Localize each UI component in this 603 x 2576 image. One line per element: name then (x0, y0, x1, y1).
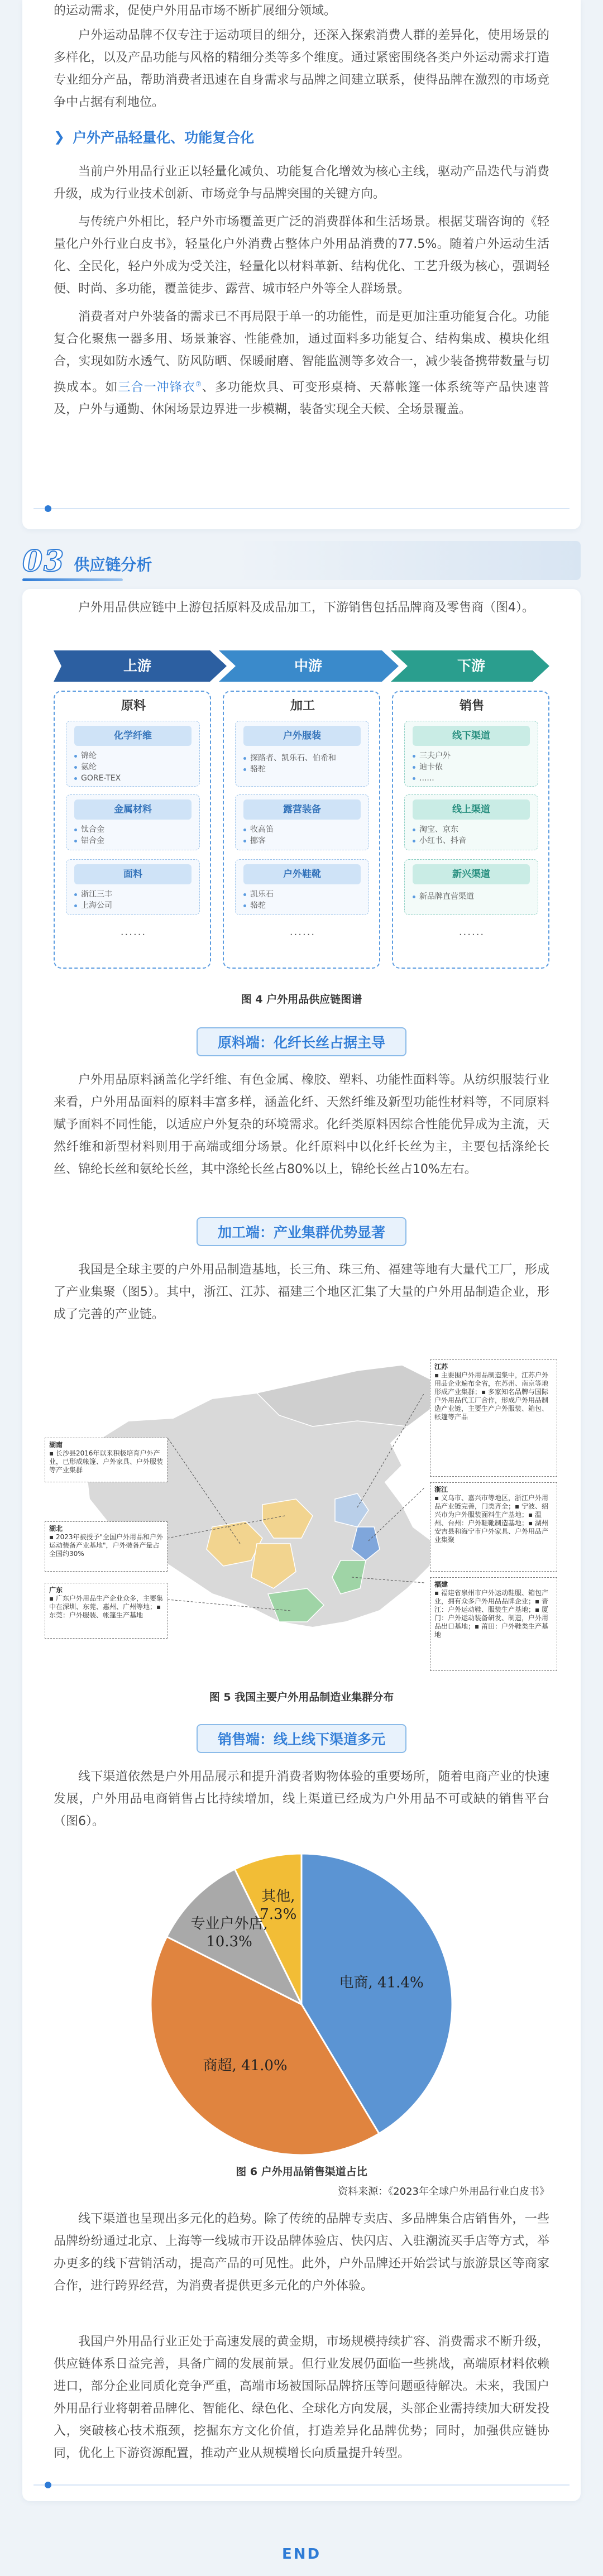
group-camping (235, 794, 369, 850)
column-raw-head: 原料 (121, 699, 146, 713)
processing-pill: 加工端：产业集群优势显著 (197, 1217, 406, 1246)
sales-channel-pie-chart (22, 1845, 581, 2158)
group-metal (66, 794, 200, 850)
group-title: 化学纤维 (74, 726, 192, 746)
group-item: 骆驼 (236, 900, 368, 911)
note-text: ▪ 长沙县2016年以来积极培育户外产业，已形成帐篷、户外家具、户外服装等产业集群 (49, 1449, 164, 1474)
group-offline (404, 721, 538, 787)
group-title: 新兴渠道 (413, 864, 530, 884)
pie-label-1: 商超, 41.0% (203, 2057, 288, 2074)
group-emerging (404, 859, 538, 915)
section-title: 供应链分析 (74, 556, 152, 574)
figure-5-caption: 图 5 我国主要户外用品制造业集群分布 (209, 1691, 394, 1703)
note-jiangsu (430, 1359, 557, 1477)
note-guangdong (45, 1583, 168, 1639)
group-item: 淘宝、京东 (405, 824, 538, 835)
group-item: 牧高笛 (236, 824, 368, 835)
section-number: 03 (22, 544, 65, 578)
group-title: 金属材料 (74, 799, 192, 820)
column-ellipsis: ...... (289, 926, 316, 938)
group-item: 上海公司 (66, 900, 199, 911)
card-divider (34, 2484, 570, 2486)
note-fujian (430, 1577, 557, 1671)
note-title: 浙江 (434, 1486, 448, 1493)
light-subtitle-row (22, 123, 581, 151)
group-fabric (66, 859, 200, 915)
light-paragraph-3 (22, 306, 581, 421)
raw-material-paragraph: 户外用品原料涵盖化学纤维、有色金属、橡胶、塑料、功能性面料等。从纺织服装行业来看，户外用品面料的原料丰富多样，涵盖化纤、天然纤维及新型功能性材料等，不同原料赋予面料不同性能，以适应户外复杂的环境需求。化纤类原料因综合性能优异成为主流，天然纤维和新型材料则用于高端或细分场景。化纤原料中以化纤长丝为主，主要包括涤纶长丝、锦纶长丝和氨纶长丝，其中涤纶长丝占80%以上，锦纶长丝占10%左右。 (54, 1073, 549, 1176)
note-title: 福建 (434, 1581, 448, 1588)
stage-upstream: 上游 (123, 658, 151, 674)
group-item: 小红书、抖音 (405, 835, 538, 846)
figure-6-source: 资料来源：《2023年全球户外用品行业白皮书》 (338, 2186, 549, 2197)
group-item: 浙江三丰 (66, 889, 199, 900)
group-item: 骆驼 (236, 764, 368, 775)
group-online (404, 794, 538, 850)
column-sales-head: 销售 (459, 699, 484, 713)
light-paragraph-2: 与传统户外相比，轻户外市场覆盖更广泛的消费群体和生活场景。根据艾瑞咨询的《轻量化户外行业白皮书》，轻量化户外消费占整体户外用品消费的77.5%。随着户外运动生活化、全民化，轻户外成为受关注，轻量化以材料革新、结构优化、工艺升级为核心，强调轻便、时尚、多功能，覆盖徒步、露营、城市轻户外等全人群场景。 (54, 215, 549, 296)
group-title: 线下渠道 (413, 726, 530, 746)
sales-pill: 销售端：线上线下渠道多元 (197, 1724, 406, 1753)
cluster-map (45, 1359, 558, 1672)
pie-label-3: 其他, 7.3% (260, 1888, 297, 1923)
group-title: 线上渠道 (413, 799, 530, 820)
chevron-right-icon: ❯ (54, 129, 65, 145)
note-text: ▪ 义乌市、嘉兴市等地区，浙江户外用品产业链完善，门类齐全；▪ 宁波、绍兴市为户外服装面料生产基地；▪ 温州、台州：户外鞋靴制造基地；▪ 湖州安吉县和海宁市户外家具、户外用品产业集聚 (434, 1494, 549, 1544)
sales-paragraph-2: 线下渠道也呈现出多元化的趋势。除了传统的品牌专卖店、多品牌集合店销售外，一些品牌纷纷通过北京、上海等一线城市开设品牌体验店、快闪店、入驻潮流买手店等方式，举办更多的线下营销活动，提高产品的可见性。此外，户外品牌还开始尝试与旅游景区等商家合作，进行跨界经营，为消费者提供更多元化的户外体验。 (54, 2212, 549, 2293)
section-underline (22, 578, 123, 581)
group-item: GORE-TEX (66, 773, 199, 784)
note-title: 湖南 (49, 1441, 63, 1449)
light-paragraph-3a: 消费者对户外装备的需求已不再局限于单一的功能性，而是更加注重功能复合化。功能复合化聚焦一器多用、场景兼容、性能叠加，通过面料多功能复合、结构集成、模块化组合，实现如防水透气、防风防晒、保暖耐磨、智能监测等多效合一，减少装备携带数量与切换成本。如 (54, 310, 549, 395)
light-subtitle: 户外产品轻量化、功能复合化 (73, 130, 255, 146)
group-item: ...... (405, 773, 538, 784)
note-title: 广东 (49, 1586, 63, 1594)
triple-jacket-link[interactable]: 三合一冲锋衣 (118, 380, 195, 395)
column-process-head: 加工 (290, 699, 315, 713)
processing-paragraph: 我国是全球主要的户外用品制造基地，长三角、珠三角、福建等地有大量代工厂，形成了产业集聚（图5）。其中，浙江、江苏、福建三个地区汇集了大量的户外用品制造企业，形成了完善的产业链。 (54, 1263, 549, 1321)
pie-label-0: 电商, 41.4% (339, 1974, 424, 1991)
section-header (22, 539, 581, 583)
note-text: ▪ 主要围户外用品制造集中，江苏户外用品企业遍布全省，在苏州、南京等地形成产业集群；▪ 多家知名品牌与国际户外用品代工厂合作，形成户外用品制造产业链，主要生产户外服装、箱包、帐篷等产品 (434, 1371, 549, 1421)
note-text: ▪ 广东户外用品生产企业众多，主要集中在深圳、东莞、惠州、广州等地；▪ 东莞：户外服装、帐篷生产基地 (49, 1595, 163, 1619)
group-item: 钛合金 (66, 824, 199, 835)
group-title: 户外服装 (243, 726, 361, 746)
figure-4-caption: 图 4 户外用品供应链图谱 (241, 993, 362, 1005)
note-hubei (45, 1521, 168, 1572)
group-item: 探路者、凯乐石、伯希和 (236, 753, 368, 764)
group-clothing (235, 721, 369, 787)
pie-label-2: 专业户外店, 10.3% (190, 1915, 268, 1950)
group-item: 三夫户外 (405, 750, 538, 762)
group-item: 迪卡侬 (405, 762, 538, 773)
supply-chain-card (22, 589, 581, 2501)
card-divider-dot (45, 2482, 51, 2488)
group-item: 新品牌直营渠道 (405, 891, 538, 902)
column-ellipsis: ...... (120, 926, 147, 938)
section3-paragraph: 户外用品供应链中上游包括原料及成品加工，下游销售包括品牌商及零售商（图4）。 (78, 601, 534, 615)
group-item: 氨纶 (66, 762, 199, 773)
group-item: 锦纶 (66, 750, 199, 762)
stage-midstream: 中游 (294, 658, 322, 674)
note-title: 湖北 (49, 1525, 63, 1533)
group-title: 户外鞋靴 (243, 864, 361, 884)
group-item: 凯乐石 (236, 889, 368, 900)
card-divider (34, 508, 570, 509)
intro-paragraph-tail: 的运动需求，促使户外用品市场不断扩展细分领域。 (54, 4, 337, 18)
column-sales (392, 691, 549, 969)
group-chemical-fiber (66, 721, 200, 787)
light-paragraph-3b: 、多功能炊具、可变形桌椅、天幕帐篷一体系统等产品快速普及，户外与通勤、休闲场景边界进一步模糊，装备实现全天候、全场景覆盖。 (54, 380, 549, 417)
sales-paragraph-1: 线下渠道依然是户外用品展示和提升消费者购物体验的重要场所，随着电商产业的快速发展，户外用品电商销售占比持续增加，线上渠道已经成为户外用品不可或缺的销售平台（图6）。 (54, 1770, 549, 1828)
stage-downstream: 下游 (457, 658, 485, 674)
column-raw (54, 691, 211, 969)
group-shoes (235, 859, 369, 915)
note-text: ▪ 福建省泉州市户外运动鞋服、箱包产业，拥有众多户外用品品牌企业；▪ 晋江：户外运动鞋、服装生产基地；▪ 厦门：户外运动装备研发、制造，户外用品出口基地；▪ 莆田：户外鞋类生产基地 (434, 1589, 549, 1639)
group-item: 挪客 (236, 835, 368, 846)
card-divider-dot (45, 505, 51, 512)
note-hunan (45, 1438, 168, 1482)
column-ellipsis: ...... (458, 926, 485, 938)
end-mark: END (281, 2546, 322, 2563)
column-process (223, 691, 380, 969)
supply-chain-diagram (54, 650, 549, 980)
figure-6-caption: 图 6 户外用品销售渠道占比 (236, 2166, 367, 2178)
note-text: ▪ 2023年被授予"全国户外用品和户外运动装备产业基地"，户外装备产量占全国约30% (49, 1533, 164, 1558)
note-title: 江苏 (434, 1363, 448, 1371)
group-title: 面料 (74, 864, 192, 884)
intro-paragraph: 户外运动品牌不仅专注于运动项目的细分，还深入探索消费人群的差异化，使用场景的多样化，以及产品功能与风格的精细分类等多个维度。通过紧密围绕各类户外运动需求打造专业细分产品，帮助消费者迅速在自身需求与品牌之间建立联系，使得品牌在激烈的市场竞争中占据有利地位。 (54, 28, 549, 109)
section-header-decoration (234, 541, 581, 580)
closing-paragraph: 我国户外用品行业正处于高速发展的黄金期，市场规模持续扩容、消费需求不断升级，供应链体系日益完善，具备广阔的发展前景。但行业发展仍面临一些挑战，高端原材料依赖进口，部分企业同质化竞争严重，高端市场被国际品牌挤压等问题亟待解决。未来，我国户外用品行业将朝着品牌化、智能化、绿色化、全球化方向发展，头部企业需持续加大研发投入，突破核心技术瓶颈，挖掘东方文化价值，打造差异化品牌优势；同时，加强供应链协同，优化上下游资源配置，推动产业从规模增长向质量提升转型。 (54, 2335, 549, 2460)
group-item: 铝合金 (66, 835, 199, 846)
footnote-marker[interactable]: ⑦ (195, 380, 202, 388)
raw-material-pill: 原料端：化纤长丝占据主导 (197, 1027, 406, 1056)
group-title: 露营装备 (243, 799, 361, 820)
note-zhejiang (430, 1482, 557, 1572)
light-paragraph-1: 当前户外用品行业正以轻量化减负、功能复合化增效为核心主线，驱动产品迭代与消费升级，成为行业技术创新、市场竞争与品牌突围的关键方向。 (54, 165, 549, 201)
intro-card (22, 0, 581, 529)
